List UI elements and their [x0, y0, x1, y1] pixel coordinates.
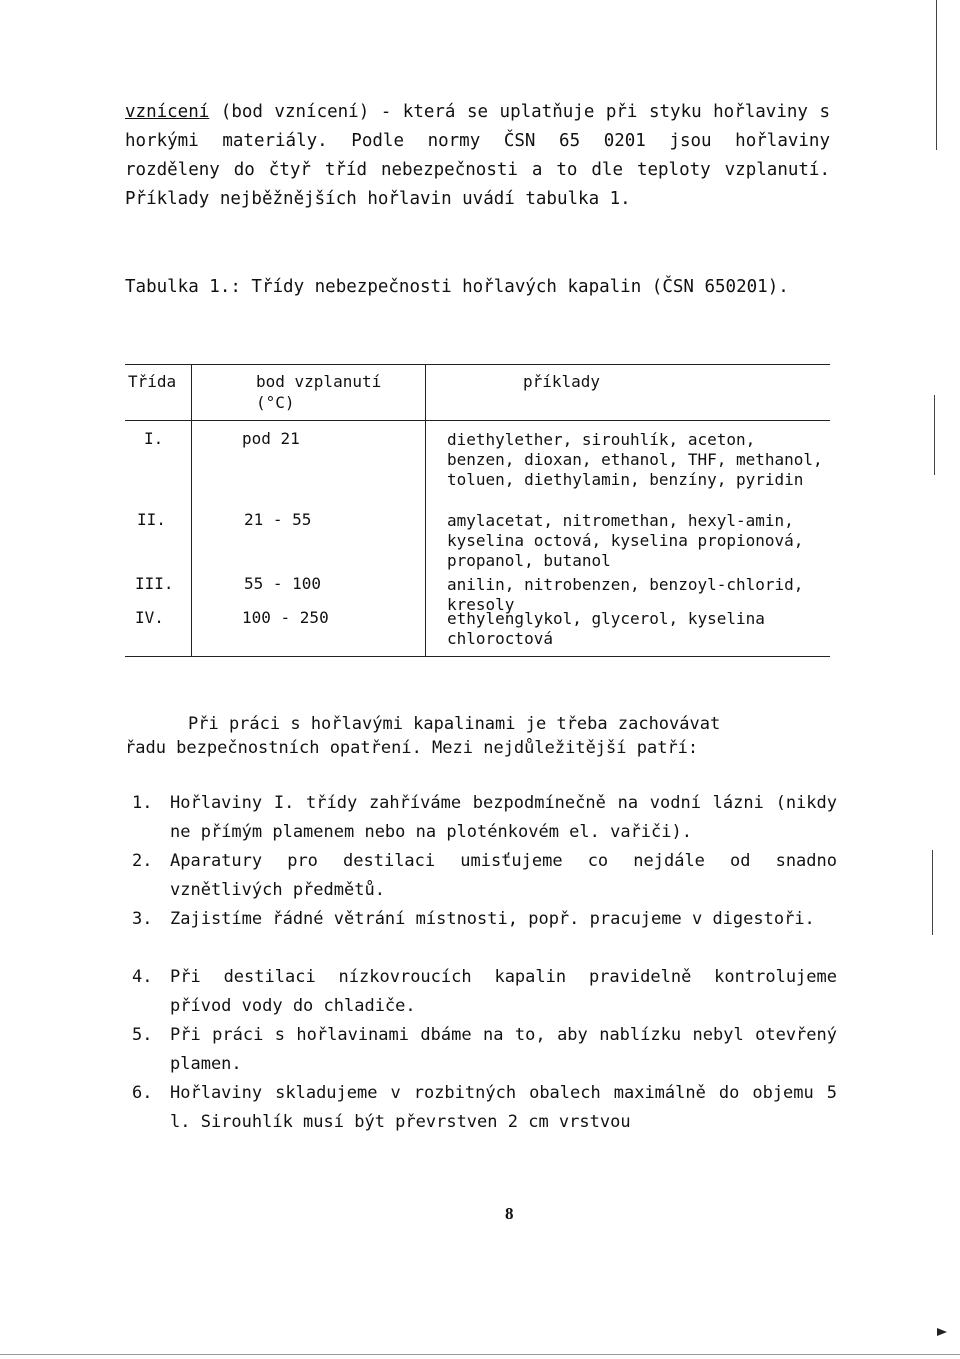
list-item-text: Při destilaci nízkovroucích kapalin pravidelně kontrolujeme přívod vody do chladiče.	[170, 967, 837, 1016]
row-4-examples: ethylenglykol, glycerol, kyselina chloroctová	[447, 609, 765, 649]
table-bottom-rule	[125, 656, 830, 657]
scan-bottom-line	[0, 1354, 960, 1355]
list-item	[125, 905, 837, 963]
header-class: Třída	[128, 372, 177, 391]
header-flash-point: bod vzplanutí	[256, 372, 382, 391]
row-3-range: 55 - 100	[244, 574, 322, 593]
row-4-range: 100 - 250	[242, 608, 329, 627]
scan-edge-mark	[932, 850, 933, 935]
list-item-number: 2.	[132, 851, 153, 871]
list-item	[125, 789, 837, 847]
header-examples: příklady	[523, 372, 601, 391]
list-item-number: 4.	[132, 967, 153, 987]
intro-term: vznícení	[125, 102, 210, 122]
list-item-number: 5.	[132, 1025, 153, 1045]
table-col-divider-2	[425, 364, 426, 656]
table-top-rule	[125, 364, 830, 365]
scan-edge-mark	[936, 0, 937, 150]
intro-paragraph	[125, 98, 830, 214]
row-3-examples: anilin, nitrobenzen, benzoyl-chlorid, kresoly	[447, 575, 804, 615]
row-1-examples: diethylether, sirouhlík, aceton, benzen, dioxan, ethanol, THF, methanol, toluen, diethylamin, benzíny, pyridin	[447, 430, 823, 490]
row-2-class: II.	[137, 510, 166, 529]
list-item-text: Hořlaviny skladujeme v rozbitných obalech maximálně do objemu 5 l. Sirouhlík musí být převrstven 2 cm vrstvou	[170, 1083, 837, 1132]
row-1-class: I.	[144, 429, 164, 448]
list-item-number: 1.	[132, 793, 153, 813]
list-item-text: Aparatury pro destilaci umisťujeme co nejdále od snadno vznětlivých předmětů.	[170, 851, 837, 900]
intro-text: (bod vznícení) - která se uplatňuje při styku hořlaviny s horkými materiály. Podle normy ČSN 65 0201 jsou hořlaviny rozděleny do čtyř tříd nebezpečnosti a to dle teploty vzplanutí. Příklady nejběžnějších hořlavin uvádí tabulka 1.	[125, 102, 830, 209]
scan-edge-mark	[934, 395, 935, 475]
table-caption: Tabulka 1.: Třídy nebezpečnosti hořlavých kapalin (ČSN 650201).	[125, 277, 789, 297]
list-item	[125, 1021, 837, 1079]
safety-paragraph	[125, 712, 830, 760]
list-item-number: 3.	[132, 909, 153, 929]
header-flash-point-unit: (°C)	[256, 393, 295, 412]
row-1-range: pod 21	[242, 429, 300, 448]
safety-paragraph-line-1: Při práci s hořlavými kapalinami je třeba zachovávat	[188, 714, 721, 734]
list-item	[125, 1079, 837, 1137]
row-2-range: 21 - 55	[244, 510, 312, 529]
list-item	[125, 847, 837, 905]
page-number: 8	[505, 1204, 514, 1223]
list-item	[125, 963, 837, 1021]
list-item-number: 6.	[132, 1083, 153, 1103]
arrow-icon	[937, 1328, 947, 1336]
list-item-text: Zajistíme řádné větrání místnosti, popř. pracujeme v digestoři.	[170, 909, 815, 929]
safety-paragraph-line-2: řadu bezpečnostních opatření. Mezi nejdůležitější patří:	[125, 738, 699, 758]
table-col-divider-1	[191, 364, 192, 656]
flammability-table	[125, 364, 830, 658]
table-header-rule	[125, 420, 830, 421]
list-item-text: Při práci s hořlavinami dbáme na to, aby nablízku nebyl otevřený plamen.	[170, 1025, 837, 1074]
list-item-text: Hořlaviny I. třídy zahříváme bezpodmínečně na vodní lázni (nikdy ne přímým plamenem nebo na ploténkovém el. vařiči).	[170, 793, 837, 842]
row-2-examples: amylacetat, nitromethan, hexyl-amin, kyselina octová, kyselina propionová, propanol, butanol	[447, 511, 804, 571]
row-3-class: III.	[135, 574, 174, 593]
row-4-class: IV.	[135, 608, 164, 627]
safety-rules-list	[125, 789, 837, 1137]
